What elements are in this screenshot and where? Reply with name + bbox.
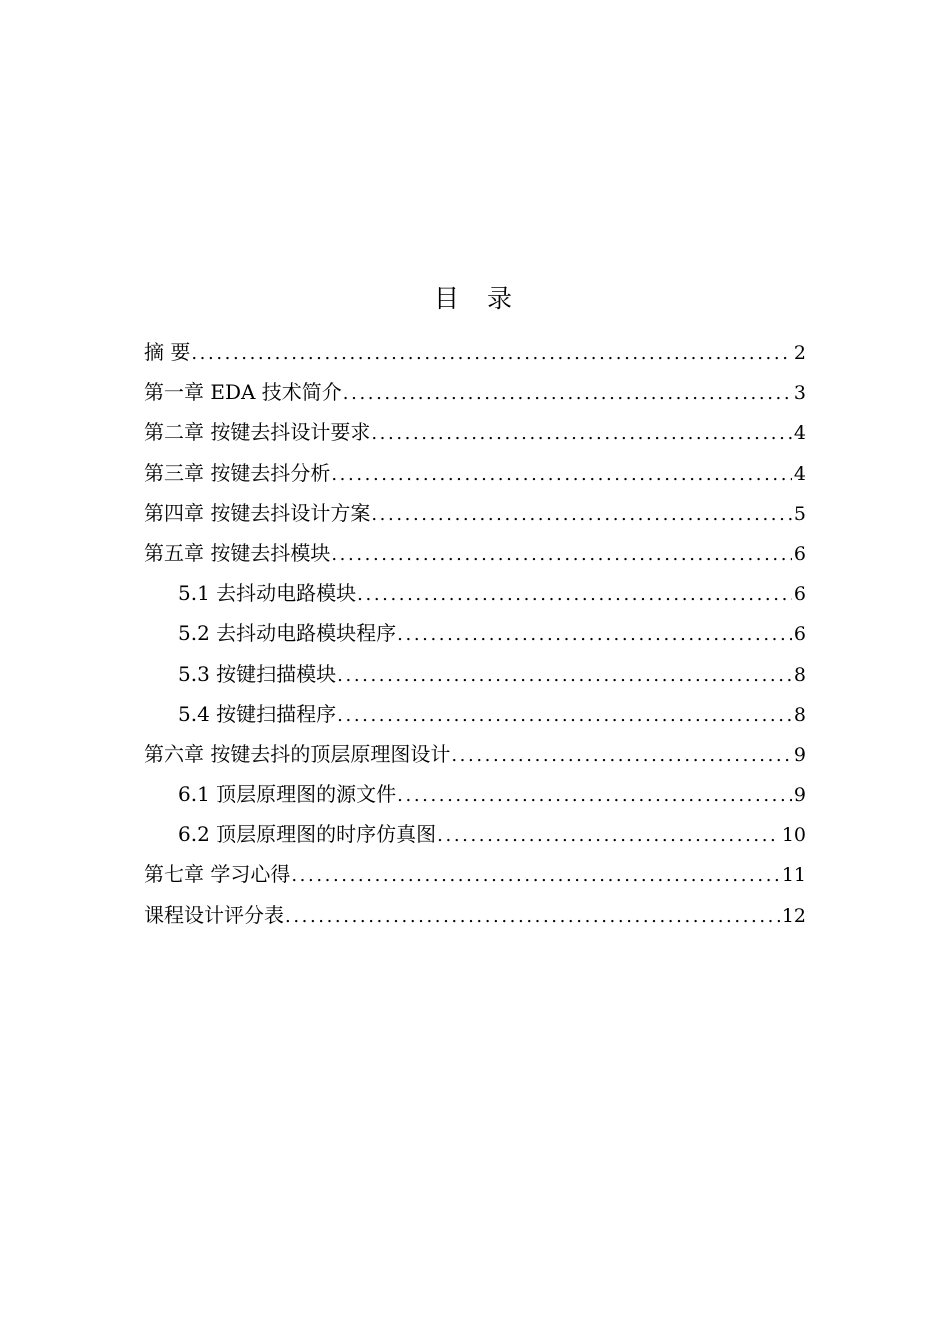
toc-entry-page: 5 [793, 502, 806, 525]
toc-entry-page: 6 [793, 623, 806, 646]
table-of-contents [144, 336, 806, 939]
toc-entry-section-5-4[interactable] [144, 698, 806, 738]
toc-entry-label: 第五章 按键去抖模块 [144, 540, 331, 565]
toc-title: 目 录 [434, 284, 522, 313]
toc-entry-chapter-7[interactable] [144, 858, 806, 898]
toc-entry-page: 8 [793, 663, 806, 686]
dot-leader [331, 459, 792, 491]
toc-entry-label: 5.4 按键扫描程序 [178, 701, 337, 726]
toc-entry-label: 6.2 顶层原理图的时序仿真图 [178, 822, 437, 847]
toc-entry-page: 6 [793, 542, 806, 565]
dot-leader [331, 539, 792, 571]
toc-entry-label: 5.1 去抖动电路模块 [178, 581, 357, 606]
dot-leader [343, 378, 792, 410]
toc-entry-grading-table[interactable] [144, 899, 806, 939]
toc-entry-label: 第七章 学习心得 [144, 862, 291, 887]
dot-leader [437, 820, 780, 852]
toc-entry-label: 第六章 按键去抖的顶层原理图设计 [144, 741, 451, 766]
toc-entry-chapter-6[interactable] [144, 738, 806, 778]
toc-entry-label: 第四章 按键去抖设计方案 [144, 500, 371, 525]
toc-entry-page: 8 [793, 703, 806, 726]
toc-entry-section-6-1[interactable] [144, 778, 806, 818]
dot-leader [285, 901, 780, 933]
toc-entry-page: 4 [793, 422, 806, 445]
dot-leader [451, 740, 792, 772]
toc-entry-page: 4 [793, 462, 806, 485]
dot-leader [397, 619, 792, 651]
toc-entry-section-5-1[interactable] [144, 577, 806, 617]
toc-entry-section-5-3[interactable] [144, 658, 806, 698]
toc-entry-page: 6 [793, 583, 806, 606]
dot-leader [337, 700, 792, 732]
toc-entry-chapter-4[interactable] [144, 497, 806, 537]
toc-entry-label: 第二章 按键去抖设计要求 [144, 420, 371, 445]
toc-entry-label: 5.2 去抖动电路模块程序 [178, 621, 397, 646]
toc-entry-page: 11 [781, 864, 806, 887]
dot-leader [397, 780, 792, 812]
toc-entry-section-5-2[interactable] [144, 617, 806, 657]
toc-entry-chapter-1[interactable] [144, 376, 806, 416]
toc-entry-abstract[interactable] [144, 336, 806, 376]
toc-entry-page: 2 [793, 342, 806, 364]
dot-leader [371, 499, 792, 531]
toc-entry-chapter-2[interactable] [144, 416, 806, 456]
toc-entry-page: 3 [793, 382, 806, 405]
dot-leader [291, 860, 779, 892]
toc-entry-chapter-3[interactable] [144, 457, 806, 497]
toc-entry-page: 9 [793, 743, 806, 766]
toc-entry-label: 第一章 EDA 技术简介 [144, 380, 342, 405]
dot-leader [371, 418, 792, 450]
toc-entry-label: 6.1 顶层原理图的源文件 [178, 782, 397, 807]
dot-leader [191, 338, 792, 370]
toc-entry-page: 9 [793, 784, 806, 807]
dot-leader [337, 660, 792, 692]
toc-entry-page: 10 [781, 824, 806, 847]
toc-entry-label: 第三章 按键去抖分析 [144, 460, 331, 485]
toc-entry-chapter-5[interactable] [144, 537, 806, 577]
toc-entry-label: 5.3 按键扫描模块 [178, 661, 337, 686]
toc-entry-section-6-2[interactable] [144, 818, 806, 858]
toc-entry-page: 12 [781, 904, 806, 927]
dot-leader [357, 579, 792, 611]
toc-entry-label: 摘 要 [144, 340, 191, 364]
toc-entry-label: 课程设计评分表 [144, 902, 284, 927]
